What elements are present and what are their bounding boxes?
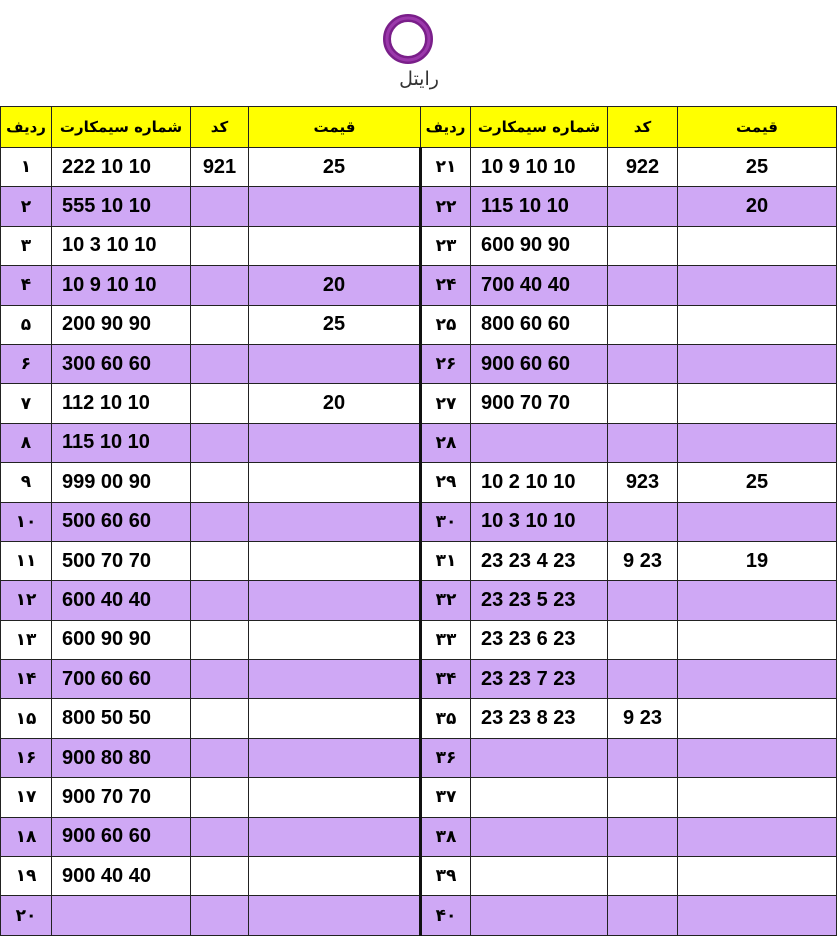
cell-sim-number: 999 00 90 xyxy=(52,463,191,502)
table-row xyxy=(1,463,837,502)
cell-sim-number: 23 23 6 23 xyxy=(471,620,608,659)
cell-price xyxy=(249,344,421,383)
cell-row-number: ۴ xyxy=(1,266,52,305)
table-row xyxy=(1,502,837,541)
cell-sim-number: 115 10 10 xyxy=(471,187,608,226)
cell-row-number: ۵ xyxy=(1,305,52,344)
cell-price xyxy=(249,857,421,896)
cell-code xyxy=(191,817,249,856)
table-row xyxy=(1,187,837,226)
cell-price xyxy=(249,541,421,580)
cell-sim-number: 500 60 60 xyxy=(52,502,191,541)
cell-code xyxy=(608,778,678,817)
cell-row-number: ۱۷ xyxy=(1,778,52,817)
cell-row-number: ۹ xyxy=(1,463,52,502)
cell-row-number: ۱۸ xyxy=(1,817,52,856)
cell-price: 25 xyxy=(678,148,837,187)
cell-row-number: ۱۶ xyxy=(1,738,52,777)
cell-row-number: ۱۱ xyxy=(1,541,52,580)
cell-sim-number: 900 60 60 xyxy=(471,344,608,383)
cell-sim-number: 200 90 90 xyxy=(52,305,191,344)
cell-sim-number: 112 10 10 xyxy=(52,384,191,423)
cell-price xyxy=(678,344,837,383)
cell-code xyxy=(191,660,249,699)
cell-sim-number: 700 40 40 xyxy=(471,266,608,305)
table-row xyxy=(1,857,837,896)
cell-code xyxy=(191,266,249,305)
cell-code xyxy=(191,344,249,383)
table-row xyxy=(1,581,837,620)
cell-row-number: ۲۰ xyxy=(1,896,52,935)
cell-row-number: ۱۹ xyxy=(1,857,52,896)
cell-row-number: ۲۶ xyxy=(421,344,471,383)
cell-code xyxy=(608,226,678,265)
cell-price xyxy=(249,699,421,738)
table-row xyxy=(1,738,837,777)
cell-code xyxy=(608,344,678,383)
cell-sim-number: 10 3 10 10 xyxy=(471,502,608,541)
cell-price xyxy=(678,226,837,265)
cell-price xyxy=(678,266,837,305)
cell-code xyxy=(608,738,678,777)
cell-sim-number: 900 70 70 xyxy=(471,384,608,423)
cell-row-number: ۳۴ xyxy=(421,660,471,699)
cell-price: 20 xyxy=(249,384,421,423)
header-row-number: ردیف xyxy=(421,107,471,148)
cell-sim-number: 900 80 80 xyxy=(52,738,191,777)
cell-code xyxy=(608,384,678,423)
cell-row-number: ۴۰ xyxy=(421,896,471,935)
table-row xyxy=(1,148,837,187)
cell-sim-number: 23 23 5 23 xyxy=(471,581,608,620)
cell-sim-number: 300 60 60 xyxy=(52,344,191,383)
table-header-row xyxy=(1,107,837,148)
cell-code xyxy=(608,187,678,226)
cell-price xyxy=(249,620,421,659)
cell-price: 19 xyxy=(678,541,837,580)
cell-price xyxy=(249,778,421,817)
cell-row-number: ۶ xyxy=(1,344,52,383)
cell-price xyxy=(678,738,837,777)
header-price: قیمت xyxy=(249,107,421,148)
cell-sim-number: 900 40 40 xyxy=(52,857,191,896)
cell-row-number: ۱ xyxy=(1,148,52,187)
cell-sim-number: 600 40 40 xyxy=(52,581,191,620)
cell-sim-number: 10 2 10 10 xyxy=(471,463,608,502)
cell-code xyxy=(191,699,249,738)
brand-header xyxy=(0,0,838,106)
cell-price xyxy=(249,463,421,502)
cell-price xyxy=(678,423,837,462)
cell-sim-number xyxy=(471,778,608,817)
table-body xyxy=(1,148,837,936)
header-sim-number: شماره سیمکارت xyxy=(471,107,608,148)
cell-code xyxy=(191,463,249,502)
cell-code: 921 xyxy=(191,148,249,187)
cell-code: 923 xyxy=(608,463,678,502)
cell-code xyxy=(608,266,678,305)
cell-row-number: ۱۳ xyxy=(1,620,52,659)
cell-row-number: ۱۴ xyxy=(1,660,52,699)
cell-row-number: ۳۳ xyxy=(421,620,471,659)
header-sim-number: شماره سیمکارت xyxy=(52,107,191,148)
cell-price xyxy=(249,738,421,777)
table-row xyxy=(1,620,837,659)
cell-sim-number: 10 9 10 10 xyxy=(471,148,608,187)
cell-row-number: ۳۰ xyxy=(421,502,471,541)
cell-sim-number: 800 50 50 xyxy=(52,699,191,738)
cell-sim-number xyxy=(471,423,608,462)
cell-row-number: ۲۹ xyxy=(421,463,471,502)
cell-sim-number: 115 10 10 xyxy=(52,423,191,462)
cell-sim-number xyxy=(471,817,608,856)
cell-row-number: ۲۳ xyxy=(421,226,471,265)
cell-sim-number: 23 23 7 23 xyxy=(471,660,608,699)
cell-sim-number: 10 9 10 10 xyxy=(52,266,191,305)
cell-row-number: ۱۲ xyxy=(1,581,52,620)
table-row xyxy=(1,384,837,423)
rightel-logo-icon xyxy=(381,12,435,66)
table-row xyxy=(1,699,837,738)
cell-code xyxy=(191,738,249,777)
cell-price xyxy=(678,305,837,344)
cell-row-number: ۸ xyxy=(1,423,52,462)
cell-code xyxy=(608,817,678,856)
cell-row-number: ۳۷ xyxy=(421,778,471,817)
cell-row-number: ۲ xyxy=(1,187,52,226)
cell-code xyxy=(191,226,249,265)
cell-price xyxy=(678,896,837,935)
cell-code: 9 23 xyxy=(608,699,678,738)
cell-sim-number xyxy=(52,896,191,935)
cell-row-number: ۳۵ xyxy=(421,699,471,738)
cell-price xyxy=(678,384,837,423)
cell-price xyxy=(678,660,837,699)
cell-code xyxy=(608,620,678,659)
cell-sim-number: 222 10 10 xyxy=(52,148,191,187)
cell-sim-number: 700 60 60 xyxy=(52,660,191,699)
cell-price: 20 xyxy=(678,187,837,226)
cell-code xyxy=(608,896,678,935)
sim-card-price-table xyxy=(0,106,837,936)
cell-price xyxy=(249,581,421,620)
table-row xyxy=(1,226,837,265)
cell-code xyxy=(191,620,249,659)
cell-price xyxy=(678,581,837,620)
cell-sim-number xyxy=(471,896,608,935)
cell-code xyxy=(191,384,249,423)
cell-row-number: ۱۰ xyxy=(1,502,52,541)
cell-price xyxy=(678,620,837,659)
cell-row-number: ۲۱ xyxy=(421,148,471,187)
header-code: کد xyxy=(191,107,249,148)
cell-code xyxy=(191,778,249,817)
cell-code: 922 xyxy=(608,148,678,187)
cell-price xyxy=(678,817,837,856)
cell-row-number: ۳۲ xyxy=(421,581,471,620)
cell-price xyxy=(249,896,421,935)
header-row-number: ردیف xyxy=(1,107,52,148)
cell-price xyxy=(249,660,421,699)
table-row xyxy=(1,817,837,856)
cell-price: 25 xyxy=(249,148,421,187)
cell-sim-number: 10 3 10 10 xyxy=(52,226,191,265)
cell-sim-number: 600 90 90 xyxy=(471,226,608,265)
table-row xyxy=(1,896,837,935)
cell-code xyxy=(608,660,678,699)
cell-sim-number xyxy=(471,738,608,777)
cell-price xyxy=(249,226,421,265)
table-row xyxy=(1,778,837,817)
cell-row-number: ۲۴ xyxy=(421,266,471,305)
cell-row-number: ۲۲ xyxy=(421,187,471,226)
cell-code: 9 23 xyxy=(608,541,678,580)
table-row xyxy=(1,266,837,305)
cell-code xyxy=(191,187,249,226)
cell-price: 25 xyxy=(678,463,837,502)
table-row xyxy=(1,660,837,699)
cell-price xyxy=(249,423,421,462)
cell-price xyxy=(678,699,837,738)
cell-row-number: ۲۷ xyxy=(421,384,471,423)
cell-sim-number: 500 70 70 xyxy=(52,541,191,580)
cell-code xyxy=(191,502,249,541)
cell-row-number: ۷ xyxy=(1,384,52,423)
cell-price xyxy=(678,502,837,541)
brand-logo-text: رایتل xyxy=(399,68,439,90)
cell-sim-number: 800 60 60 xyxy=(471,305,608,344)
cell-code xyxy=(608,502,678,541)
cell-code xyxy=(608,857,678,896)
cell-sim-number xyxy=(471,857,608,896)
header-code: کد xyxy=(608,107,678,148)
cell-price xyxy=(249,502,421,541)
cell-code xyxy=(191,581,249,620)
cell-price xyxy=(249,187,421,226)
cell-row-number: ۳۶ xyxy=(421,738,471,777)
cell-price xyxy=(249,817,421,856)
cell-sim-number: 23 23 4 23 xyxy=(471,541,608,580)
cell-price: 20 xyxy=(249,266,421,305)
table-row xyxy=(1,423,837,462)
header-price: قیمت xyxy=(678,107,837,148)
cell-row-number: ۳۸ xyxy=(421,817,471,856)
cell-sim-number: 900 70 70 xyxy=(52,778,191,817)
cell-row-number: ۲۵ xyxy=(421,305,471,344)
cell-code xyxy=(191,896,249,935)
cell-code xyxy=(191,541,249,580)
cell-sim-number: 23 23 8 23 xyxy=(471,699,608,738)
cell-price xyxy=(678,857,837,896)
cell-sim-number: 600 90 90 xyxy=(52,620,191,659)
cell-price xyxy=(678,778,837,817)
table-row xyxy=(1,541,837,580)
cell-row-number: ۳۱ xyxy=(421,541,471,580)
table-row xyxy=(1,344,837,383)
cell-sim-number: 900 60 60 xyxy=(52,817,191,856)
cell-price: 25 xyxy=(249,305,421,344)
cell-code xyxy=(608,581,678,620)
cell-sim-number: 555 10 10 xyxy=(52,187,191,226)
cell-code xyxy=(191,423,249,462)
cell-row-number: ۱۵ xyxy=(1,699,52,738)
cell-row-number: ۳۹ xyxy=(421,857,471,896)
cell-code xyxy=(608,423,678,462)
table-row xyxy=(1,305,837,344)
cell-row-number: ۳ xyxy=(1,226,52,265)
cell-code xyxy=(191,305,249,344)
cell-row-number: ۲۸ xyxy=(421,423,471,462)
cell-code xyxy=(191,857,249,896)
cell-code xyxy=(608,305,678,344)
